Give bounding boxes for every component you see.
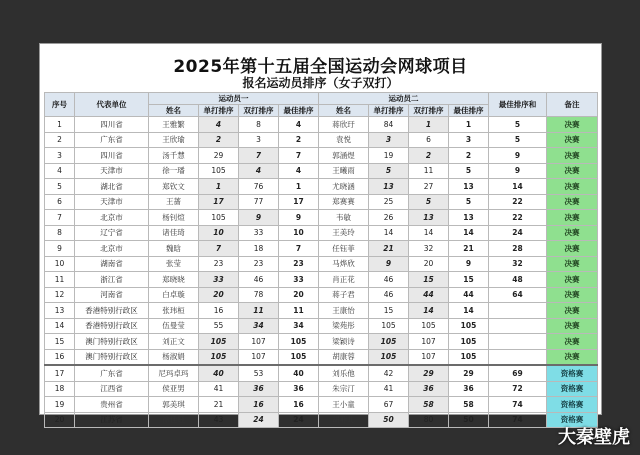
cell-best-1: 9: [279, 210, 319, 226]
cell-doubles-2: 15: [409, 272, 449, 288]
table-row: [45, 287, 598, 303]
cell-seq: 15: [45, 334, 75, 350]
cell-name-2: 任钰菲: [319, 241, 369, 257]
cell-unit: 湖南省: [75, 256, 149, 272]
cell-name-2: 梁苑彤: [319, 318, 369, 334]
header-note: 备注: [547, 93, 598, 117]
cell-best-sum: 5: [489, 117, 547, 133]
cell-best-2: 2: [449, 148, 489, 164]
cell-singles-1: 33: [199, 272, 239, 288]
cell-doubles-1: 4: [239, 163, 279, 179]
cell-doubles-2: 107: [409, 349, 449, 365]
cell-name-2: 马烨欣: [319, 256, 369, 272]
cell-note: 决赛: [547, 148, 598, 164]
table-row: [45, 163, 598, 179]
cell-name-1: 伍曼莹: [149, 318, 199, 334]
cell-doubles-1: 46: [239, 272, 279, 288]
table-row: [45, 132, 598, 148]
cell-name-2: 郭涵煜: [319, 148, 369, 164]
cell-name-1: 魏晗: [149, 241, 199, 257]
cell-doubles-2: 58: [409, 397, 449, 413]
cell-singles-2: 105: [369, 349, 409, 365]
cell-best-2: 9: [449, 256, 489, 272]
cell-singles-2: 41: [369, 381, 409, 397]
table-row: [45, 241, 598, 257]
cell-best-sum: 64: [489, 287, 547, 303]
table-row: [45, 412, 598, 428]
cell-unit: 香港特别行政区: [75, 303, 149, 319]
cell-singles-1: 41: [199, 381, 239, 397]
cell-doubles-2: 32: [409, 241, 449, 257]
cell-seq: 20: [45, 412, 75, 428]
cell-unit: 澳门特别行政区: [75, 334, 149, 350]
cell-best-1: 40: [279, 365, 319, 381]
cell-doubles-1: 107: [239, 334, 279, 350]
cell-name-1: 王蔷: [149, 194, 199, 210]
cell-doubles-2: 14: [409, 225, 449, 241]
cell-singles-2: 105: [369, 334, 409, 350]
cell-unit: 广东省: [75, 365, 149, 381]
table-row: [45, 194, 598, 210]
cell-name-2: 刘乐他: [319, 365, 369, 381]
cell-best-1: 36: [279, 381, 319, 397]
cell-unit: 四川省: [75, 117, 149, 133]
cell-name-2: 王小童: [319, 397, 369, 413]
cell-best-1: 24: [279, 412, 319, 428]
cell-best-sum: 24: [489, 225, 547, 241]
cell-doubles-2: 2: [409, 148, 449, 164]
cell-doubles-2: 1: [409, 117, 449, 133]
cell-seq: 16: [45, 349, 75, 365]
cell-singles-2: 14: [369, 225, 409, 241]
cell-singles-1: 4: [199, 117, 239, 133]
cell-seq: 1: [45, 117, 75, 133]
cell-doubles-1: 107: [239, 349, 279, 365]
cell-singles-1: 105: [199, 163, 239, 179]
cell-best-2: 15: [449, 272, 489, 288]
header-singles-1: 单打排序: [199, 105, 239, 117]
cell-doubles-2: 6: [409, 132, 449, 148]
cell-unit: 湖北省: [75, 179, 149, 195]
cell-note: 决赛: [547, 179, 598, 195]
cell-singles-2: 21: [369, 241, 409, 257]
cell-seq: 7: [45, 210, 75, 226]
cell-best-1: 34: [279, 318, 319, 334]
cell-doubles-1: 76: [239, 179, 279, 195]
cell-doubles-2: 44: [409, 287, 449, 303]
cell-name-1: 张莹: [149, 256, 199, 272]
cell-note: 资格赛: [547, 397, 598, 413]
cell-best-sum: 9: [489, 163, 547, 179]
cell-best-sum: [489, 318, 547, 334]
cell-singles-1: 105: [199, 210, 239, 226]
cell-unit: 四川省: [75, 148, 149, 164]
cell-seq: 6: [45, 194, 75, 210]
cell-name-2: 肖正花: [319, 272, 369, 288]
cell-best-1: 105: [279, 349, 319, 365]
cell-best-2: 105: [449, 334, 489, 350]
cell-name-1: 诸佳琦: [149, 225, 199, 241]
cell-unit: 天津市: [75, 163, 149, 179]
cell-note: 决赛: [547, 241, 598, 257]
cell-best-1: 11: [279, 303, 319, 319]
cell-doubles-2: 14: [409, 303, 449, 319]
cell-best-2: 50: [449, 412, 489, 428]
table-row: [45, 381, 598, 397]
cell-best-sum: 22: [489, 210, 547, 226]
cell-name-1: 张玮桓: [149, 303, 199, 319]
cell-seq: 9: [45, 241, 75, 257]
cell-doubles-2: 80: [409, 412, 449, 428]
cell-unit: 河南省: [75, 287, 149, 303]
cell-singles-2: 50: [369, 412, 409, 428]
cell-singles-1: 2: [199, 132, 239, 148]
cell-best-2: 36: [449, 381, 489, 397]
cell-doubles-2: 105: [409, 318, 449, 334]
table-row: [45, 272, 598, 288]
cell-note: 决赛: [547, 194, 598, 210]
cell-doubles-1: 3: [239, 132, 279, 148]
cell-singles-1: 1: [199, 179, 239, 195]
header-name-2: 姓名: [319, 105, 369, 117]
cell-singles-2: 15: [369, 303, 409, 319]
cell-singles-1: 55: [199, 318, 239, 334]
cell-seq: 14: [45, 318, 75, 334]
cell-best-sum: [489, 334, 547, 350]
cell-singles-1: 21: [199, 397, 239, 413]
cell-unit: 江西省: [75, 381, 149, 397]
cell-unit: 广东省: [75, 132, 149, 148]
cell-unit: 北京市: [75, 210, 149, 226]
cell-doubles-2: 13: [409, 210, 449, 226]
cell-note: 决赛: [547, 225, 598, 241]
cell-unit: 贵州省: [75, 397, 149, 413]
cell-best-2: 105: [449, 318, 489, 334]
cell-singles-2: 9: [369, 256, 409, 272]
cell-name-2: 胡康蓉: [319, 349, 369, 365]
page-title: 2025年第十五届全国运动会网球项目: [173, 57, 468, 77]
table-row: [45, 349, 598, 365]
cell-note: 决赛: [547, 287, 598, 303]
cell-seq: 3: [45, 148, 75, 164]
cell-doubles-2: 20: [409, 256, 449, 272]
cell-singles-1: 23: [199, 256, 239, 272]
cell-best-1: 2: [279, 132, 319, 148]
table-row: [45, 148, 598, 164]
cell-name-1: 郑钦文: [149, 179, 199, 195]
cell-doubles-1: 24: [239, 412, 279, 428]
cell-doubles-1: 18: [239, 241, 279, 257]
cell-name-2: 蒋欣玗: [319, 117, 369, 133]
cell-best-2: 13: [449, 210, 489, 226]
cell-best-sum: 14: [489, 179, 547, 195]
cell-best-2: 14: [449, 303, 489, 319]
cell-doubles-1: 9: [239, 210, 279, 226]
table-row: [45, 365, 598, 381]
cell-unit: 浙江省: [75, 272, 149, 288]
cell-doubles-1: 16: [239, 397, 279, 413]
cell-name-2: 王曦雨: [319, 163, 369, 179]
cell-best-2: 14: [449, 225, 489, 241]
cell-best-1: 17: [279, 194, 319, 210]
cell-seq: 2: [45, 132, 75, 148]
cell-seq: 4: [45, 163, 75, 179]
cell-singles-2: 25: [369, 194, 409, 210]
table-row: [45, 256, 598, 272]
cell-singles-2: 84: [369, 117, 409, 133]
cell-doubles-1: 33: [239, 225, 279, 241]
header-doubles-2: 双打排序: [409, 105, 449, 117]
cell-best-sum: [489, 349, 547, 365]
header-name-1: 姓名: [149, 105, 199, 117]
cell-seq: 17: [45, 365, 75, 381]
header-singles-2: 单打排序: [369, 105, 409, 117]
cell-doubles-2: 36: [409, 381, 449, 397]
cell-best-2: 21: [449, 241, 489, 257]
cell-note: 决赛: [547, 256, 598, 272]
cell-best-1: 23: [279, 256, 319, 272]
cell-singles-1: 17: [199, 194, 239, 210]
cell-singles-2: 46: [369, 272, 409, 288]
cell-seq: 19: [45, 397, 75, 413]
cell-best-1: 105: [279, 334, 319, 350]
cell-name-1: 王雅繁: [149, 117, 199, 133]
header-best-sum: 最佳排序和: [489, 93, 547, 117]
cell-unit: 澳门特别行政区: [75, 349, 149, 365]
cell-unit: 辽宁省: [75, 225, 149, 241]
cell-singles-2: 67: [369, 397, 409, 413]
cell-name-2: 胡菲儿: [319, 412, 369, 428]
cell-doubles-1: 34: [239, 318, 279, 334]
cell-seq: 11: [45, 272, 75, 288]
cell-singles-1: 7: [199, 241, 239, 257]
cell-best-2: 44: [449, 287, 489, 303]
cell-best-sum: 74: [489, 412, 547, 428]
cell-singles-2: 5: [369, 163, 409, 179]
cell-doubles-1: 7: [239, 148, 279, 164]
cell-best-sum: 74: [489, 397, 547, 413]
header-seq: 序号: [45, 93, 75, 117]
cell-singles-2: 13: [369, 179, 409, 195]
cell-seq: 10: [45, 256, 75, 272]
cell-best-2: 5: [449, 163, 489, 179]
cell-unit: 香港特别行政区: [75, 318, 149, 334]
spreadsheet-sheet: [40, 44, 601, 425]
cell-doubles-1: 23: [239, 256, 279, 272]
cell-singles-2: 3: [369, 132, 409, 148]
cell-name-2: 袁悦: [319, 132, 369, 148]
cell-note: 资格赛: [547, 381, 598, 397]
cell-best-2: 13: [449, 179, 489, 195]
cell-name-1: 徐一璠: [149, 163, 199, 179]
cell-name-2: 王康怡: [319, 303, 369, 319]
cell-unit: 江苏省: [75, 412, 149, 428]
table-row: [45, 318, 598, 334]
cell-best-2: 105: [449, 349, 489, 365]
header-athlete-two: 运动员二: [319, 93, 489, 105]
cell-unit: 北京市: [75, 241, 149, 257]
cell-note: 决赛: [547, 272, 598, 288]
cell-seq: 8: [45, 225, 75, 241]
cell-name-2: 韦敏: [319, 210, 369, 226]
cell-unit: 天津市: [75, 194, 149, 210]
cell-note: 资格赛: [547, 365, 598, 381]
cell-seq: 12: [45, 287, 75, 303]
cell-doubles-2: 11: [409, 163, 449, 179]
cell-note: 决赛: [547, 210, 598, 226]
cell-singles-1: 40: [199, 365, 239, 381]
cell-singles-1: 105: [199, 334, 239, 350]
cell-best-sum: 28: [489, 241, 547, 257]
cell-singles-2: 46: [369, 287, 409, 303]
cell-name-1: 尼玛卓玛: [149, 365, 199, 381]
cell-best-1: 4: [279, 117, 319, 133]
cell-best-1: 10: [279, 225, 319, 241]
cell-singles-2: 42: [369, 365, 409, 381]
ranking-table: [44, 92, 598, 428]
cell-name-1: 徐佳钰: [149, 412, 199, 428]
cell-note: 决赛: [547, 117, 598, 133]
cell-best-1: 33: [279, 272, 319, 288]
header-best-1: 最佳排序: [279, 105, 319, 117]
table-row: [45, 210, 598, 226]
cell-name-1: 杨钊煊: [149, 210, 199, 226]
cell-name-1: 侯亚男: [149, 381, 199, 397]
cell-seq: 13: [45, 303, 75, 319]
cell-singles-1: 105: [199, 349, 239, 365]
cell-doubles-1: 8: [239, 117, 279, 133]
cell-name-1: 汤千慧: [149, 148, 199, 164]
cell-best-2: 58: [449, 397, 489, 413]
cell-note: 决赛: [547, 318, 598, 334]
header-athlete-one: 运动员一: [149, 93, 319, 105]
cell-note: 决赛: [547, 132, 598, 148]
table-body: [45, 117, 598, 428]
cell-name-1: 刘正文: [149, 334, 199, 350]
cell-singles-2: 105: [369, 318, 409, 334]
cell-doubles-2: 5: [409, 194, 449, 210]
cell-doubles-1: 53: [239, 365, 279, 381]
cell-singles-1: 43: [199, 412, 239, 428]
cell-best-1: 4: [279, 163, 319, 179]
table-row: [45, 334, 598, 350]
cell-name-1: 杨淑娟: [149, 349, 199, 365]
cell-name-1: 王欣瑜: [149, 132, 199, 148]
cell-name-2: 郑赛赛: [319, 194, 369, 210]
cell-note: 决赛: [547, 349, 598, 365]
cell-note: 资格赛: [547, 412, 598, 428]
cell-name-2: 尤晓涵: [319, 179, 369, 195]
cell-best-2: 3: [449, 132, 489, 148]
cell-singles-2: 19: [369, 148, 409, 164]
cell-best-1: 7: [279, 241, 319, 257]
cell-singles-1: 16: [199, 303, 239, 319]
cell-best-sum: 69: [489, 365, 547, 381]
cell-name-2: 王美玲: [319, 225, 369, 241]
cell-name-1: 郭美琪: [149, 397, 199, 413]
cell-best-sum: 48: [489, 272, 547, 288]
cell-best-sum: 32: [489, 256, 547, 272]
cell-name-2: 蒋子君: [319, 287, 369, 303]
cell-best-sum: 72: [489, 381, 547, 397]
cell-best-sum: 9: [489, 148, 547, 164]
cell-best-2: 1: [449, 117, 489, 133]
cell-best-1: 20: [279, 287, 319, 303]
cell-best-2: 29: [449, 365, 489, 381]
cell-best-2: 5: [449, 194, 489, 210]
header-unit: 代表单位: [75, 93, 149, 117]
watermark: 大秦壁虎: [558, 427, 630, 448]
table-row: [45, 397, 598, 413]
cell-name-2: 朱宗汀: [319, 381, 369, 397]
cell-seq: 18: [45, 381, 75, 397]
cell-doubles-2: 29: [409, 365, 449, 381]
cell-doubles-1: 77: [239, 194, 279, 210]
cell-name-1: 郑晓晓: [149, 272, 199, 288]
cell-singles-1: 10: [199, 225, 239, 241]
cell-singles-1: 29: [199, 148, 239, 164]
cell-best-1: 16: [279, 397, 319, 413]
cell-doubles-2: 107: [409, 334, 449, 350]
cell-best-sum: 22: [489, 194, 547, 210]
cell-doubles-2: 27: [409, 179, 449, 195]
cell-doubles-1: 78: [239, 287, 279, 303]
table-row: [45, 179, 598, 195]
cell-singles-2: 26: [369, 210, 409, 226]
cell-note: 决赛: [547, 163, 598, 179]
cell-note: 决赛: [547, 303, 598, 319]
cell-best-sum: [489, 303, 547, 319]
cell-doubles-1: 11: [239, 303, 279, 319]
header-best-2: 最佳排序: [449, 105, 489, 117]
cell-best-sum: 5: [489, 132, 547, 148]
cell-best-1: 1: [279, 179, 319, 195]
table-row: [45, 303, 598, 319]
page-subtitle: 报名运动员排序（女子双打）: [242, 76, 399, 90]
cell-note: 决赛: [547, 334, 598, 350]
cell-name-1: 白卓璇: [149, 287, 199, 303]
table-row: [45, 117, 598, 133]
cell-name-2: 梁颖诗: [319, 334, 369, 350]
header-doubles-1: 双打排序: [239, 105, 279, 117]
cell-seq: 5: [45, 179, 75, 195]
cell-doubles-1: 36: [239, 381, 279, 397]
cell-singles-1: 20: [199, 287, 239, 303]
table-row: [45, 225, 598, 241]
cell-best-1: 7: [279, 148, 319, 164]
